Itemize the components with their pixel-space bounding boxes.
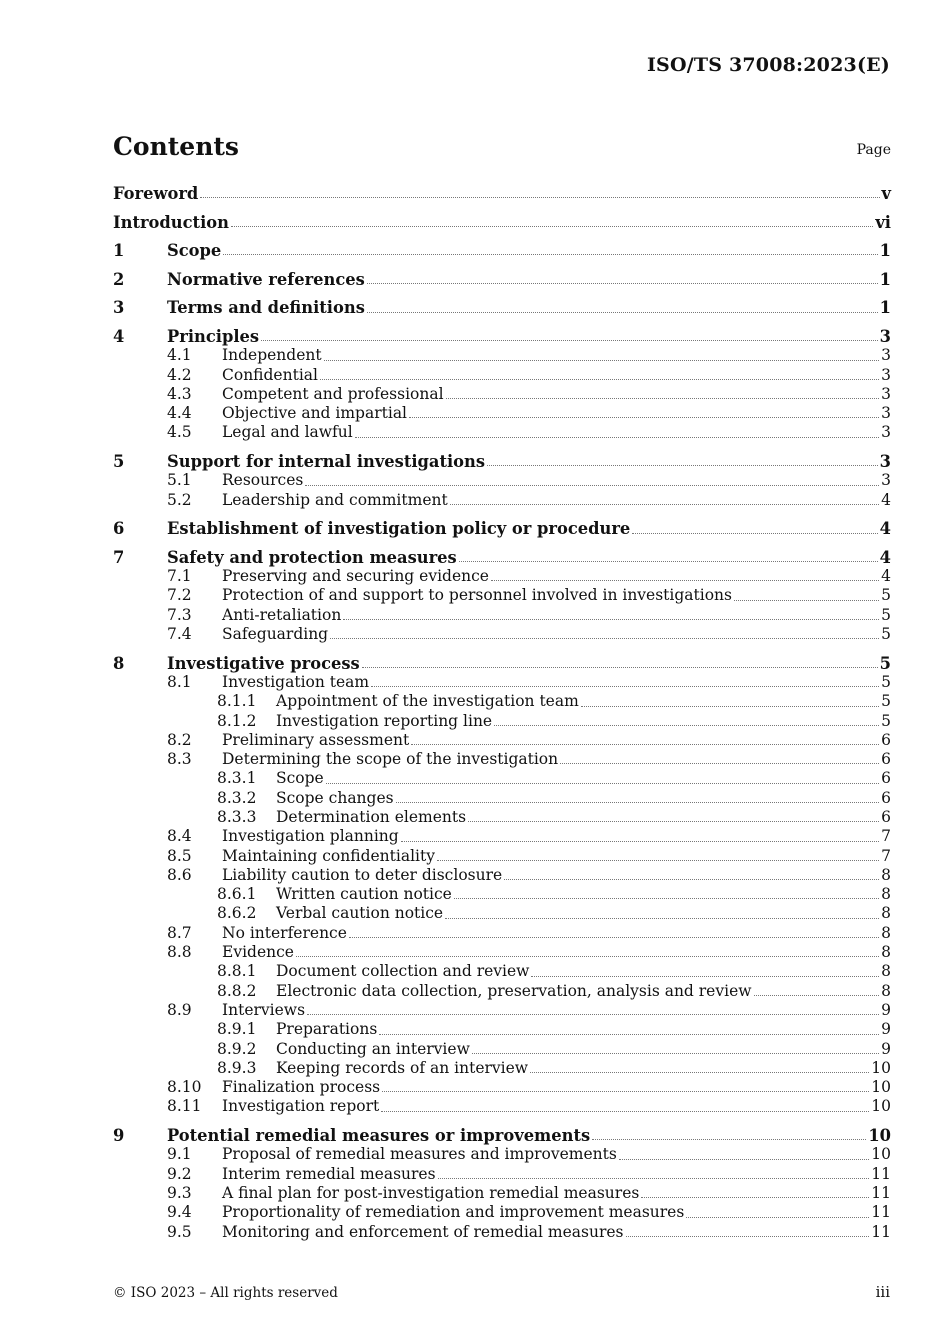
toc-entry[interactable] [113, 943, 891, 962]
toc-entry[interactable] [113, 827, 891, 846]
toc-entry[interactable] [113, 213, 891, 232]
toc-entry-title: Interim remedial measures [222, 1164, 436, 1183]
toc-entry-number: 4.5 [167, 423, 192, 442]
toc-entry[interactable] [113, 366, 891, 385]
toc-entry[interactable] [113, 241, 891, 260]
toc-entry-title: Support for internal investigations [167, 452, 486, 472]
toc-entry-page: 11 [871, 1222, 891, 1241]
toc-entry-title: Resources [222, 471, 304, 490]
toc-entry-title: Independent [222, 346, 322, 365]
page-number: iii [875, 1283, 890, 1301]
toc-leader-dots [223, 254, 877, 255]
toc-entry-page: 3 [881, 365, 891, 384]
toc-entry-number: 8.6.1 [217, 885, 257, 904]
toc-entry-number: 8.9 [167, 1000, 192, 1019]
toc-entry[interactable] [113, 519, 891, 538]
toc-entry-title: Protection of and support to personnel involved in investigations [222, 586, 732, 605]
toc-entry-page: 3 [881, 471, 891, 490]
toc-entry-number: 9.1 [167, 1145, 192, 1164]
toc-entry-page: 6 [881, 730, 891, 749]
document-id: ISO/TS 37008:2023(E) [646, 54, 890, 76]
toc-entry[interactable] [113, 625, 891, 644]
toc-entry[interactable] [113, 1078, 891, 1097]
toc-leader-dots [396, 802, 880, 803]
toc-entry-title: Interviews [222, 1000, 306, 1019]
toc-entry-number: 9.3 [167, 1183, 192, 1202]
toc-entry-page: v [881, 184, 891, 203]
toc-entry[interactable] [113, 385, 891, 404]
toc-entry[interactable] [113, 346, 891, 365]
toc-entry-number: 6 [113, 519, 125, 539]
toc-entry-title: Foreword [113, 184, 199, 203]
toc-entry-page: 11 [871, 1183, 891, 1202]
toc-entry-page: 5 [879, 653, 891, 673]
toc-leader-dots [504, 879, 879, 880]
toc-entry-page: 8 [881, 904, 891, 923]
toc-entry-number: 4.3 [167, 384, 192, 403]
toc-entry-page: 8 [881, 923, 891, 942]
toc-entry-page: 7 [881, 827, 891, 846]
toc-entry[interactable] [113, 423, 891, 442]
toc-entry[interactable] [113, 692, 891, 711]
toc-leader-dots [619, 1159, 869, 1160]
toc-entry[interactable] [113, 654, 891, 673]
toc-entry-title: Principles [167, 326, 260, 346]
toc-entry-title: Safeguarding [222, 625, 329, 644]
toc-entry-number: 9.2 [167, 1164, 192, 1183]
toc-entry-number: 8.1.1 [217, 692, 257, 711]
toc-entry-title: Potential remedial measures or improvements [167, 1126, 591, 1146]
toc-leader-dots [305, 485, 879, 486]
toc-entry-number: 8.5 [167, 846, 192, 865]
toc-leader-dots [445, 918, 879, 919]
toc-entry[interactable] [113, 769, 891, 788]
toc-entry-page: 1 [879, 241, 891, 261]
toc-entry-title: Determination elements [276, 807, 467, 826]
toc-entry-number: 7.2 [167, 586, 192, 605]
toc-entry-title: Objective and impartial [222, 404, 408, 423]
toc-leader-dots [491, 580, 879, 581]
toc-entry-page: 3 [881, 404, 891, 423]
toc-entry-number: 8.8.2 [217, 981, 257, 1000]
toc-entry-number: 7.3 [167, 605, 192, 624]
toc-entry-page: 10 [871, 1145, 891, 1164]
toc-entry-page: 8 [881, 885, 891, 904]
toc-entry[interactable] [113, 731, 891, 750]
copyright-notice: © ISO 2023 – All rights reserved [113, 1285, 338, 1301]
toc-entry[interactable] [113, 1223, 891, 1242]
toc-entry-title: No interference [222, 923, 347, 942]
toc-entry[interactable] [113, 491, 891, 510]
toc-entry-title: Normative references [167, 269, 365, 289]
toc-entry-page: 6 [881, 750, 891, 769]
toc-entry[interactable] [113, 606, 891, 625]
toc-entry-number: 9 [113, 1126, 125, 1146]
toc-entry-title: Scope [167, 241, 222, 261]
toc-entry[interactable] [113, 904, 891, 923]
toc-entry-title: Terms and definitions [167, 298, 365, 318]
toc-leader-dots [450, 504, 879, 505]
toc-entry-title: Preserving and securing evidence [222, 567, 489, 586]
toc-entry-page: 4 [879, 519, 891, 539]
toc-leader-dots [438, 1178, 870, 1179]
toc-leader-dots [560, 763, 879, 764]
toc-entry-number: 8.8.1 [217, 962, 257, 981]
toc-leader-dots [379, 1034, 879, 1035]
toc-entry-number: 4.2 [167, 365, 192, 384]
toc-entry-number: 8.6 [167, 865, 192, 884]
toc-leader-dots [307, 1014, 879, 1015]
toc-entry[interactable] [113, 866, 891, 885]
toc-entry-number: 8.8 [167, 943, 192, 962]
toc-entry-number: 4 [113, 326, 125, 346]
toc-leader-dots [459, 561, 878, 562]
toc-leader-dots [324, 360, 880, 361]
toc-entry-title: Investigative process [167, 653, 360, 673]
toc-leader-dots [326, 783, 879, 784]
toc-entry-number: 8.10 [167, 1078, 202, 1097]
toc-entry[interactable] [113, 548, 891, 567]
toc-entry-number: 8.3.2 [217, 788, 257, 807]
toc-leader-dots [296, 956, 879, 957]
toc-entry[interactable] [113, 1001, 891, 1020]
toc-entry-number: 9.4 [167, 1203, 192, 1222]
toc-entry-number: 5.1 [167, 471, 192, 490]
toc-leader-dots [200, 197, 879, 198]
toc-entry-number: 8.11 [167, 1097, 202, 1116]
toc-entry-title: Monitoring and enforcement of remedial measures [222, 1222, 624, 1241]
toc-leader-dots [371, 686, 879, 687]
toc-leader-dots [592, 1139, 866, 1140]
toc-entry-page: 3 [879, 326, 891, 346]
toc-leader-dots [581, 706, 879, 707]
toc-leader-dots [261, 340, 878, 341]
toc-leader-dots [231, 226, 873, 227]
toc-leader-dots [468, 821, 879, 822]
toc-entry-number: 8.3 [167, 750, 192, 769]
toc-entry-number: 8.3.3 [217, 807, 257, 826]
toc-entry-number: 8.2 [167, 730, 192, 749]
toc-leader-dots [381, 1111, 869, 1112]
toc-entry[interactable] [113, 924, 891, 943]
toc-entry[interactable] [113, 452, 891, 471]
toc-entry[interactable] [113, 885, 891, 904]
toc-entry-title: Electronic data collection, preservation, analysis and review [276, 981, 752, 1000]
page-column-label: Page [856, 142, 891, 158]
toc-entry-page: 5 [881, 672, 891, 691]
toc-entry-number: 1 [113, 241, 125, 261]
toc-entry-number: 2 [113, 269, 125, 289]
toc-entry-page: 3 [881, 423, 891, 442]
toc-leader-dots [437, 860, 879, 861]
toc-entry[interactable] [113, 1126, 891, 1145]
toc-entry-title: Leadership and commitment [222, 490, 448, 509]
toc-leader-dots [686, 1217, 869, 1218]
toc-entry-page: 6 [881, 769, 891, 788]
toc-entry-page: 5 [881, 586, 891, 605]
toc-entry-title: Maintaining confidentiality [222, 846, 435, 865]
toc-entry-number: 9.5 [167, 1222, 192, 1241]
toc-entry[interactable] [113, 270, 891, 289]
toc-entry-title: Preliminary assessment [222, 730, 410, 749]
toc-entry-number: 8.6.2 [217, 904, 257, 923]
toc-leader-dots [343, 619, 879, 620]
toc-leader-dots [626, 1236, 870, 1237]
toc-entry[interactable] [113, 298, 891, 317]
toc-entry-number: 3 [113, 298, 125, 318]
toc-leader-dots [367, 312, 878, 313]
toc-entry-title: Scope changes [276, 788, 394, 807]
toc-leader-dots [330, 638, 879, 639]
toc-entry[interactable] [113, 847, 891, 866]
toc-entry-title: Investigation team [222, 672, 370, 691]
toc-leader-dots [494, 725, 879, 726]
toc-entry-title: Verbal caution notice [276, 904, 444, 923]
toc-entry-title: Preparations [276, 1020, 378, 1039]
toc-entry-number: 8.9.3 [217, 1058, 257, 1077]
toc-entry-title: Proposal of remedial measures and improvements [222, 1145, 617, 1164]
toc-leader-dots [734, 600, 879, 601]
toc-entry-number: 7.4 [167, 625, 192, 644]
toc-entry-title: Appointment of the investigation team [276, 692, 579, 711]
toc-entry-number: 4.4 [167, 404, 192, 423]
toc-leader-dots [632, 533, 877, 534]
toc-entry-title: Liability caution to deter disclosure [222, 865, 503, 884]
toc-entry-number: 7 [113, 547, 125, 567]
toc-entry-number: 5.2 [167, 490, 192, 509]
toc-entry-number: 8.1.2 [217, 711, 257, 730]
toc-entry-page: 4 [881, 490, 891, 509]
toc-entry-page: 6 [881, 807, 891, 826]
toc-entry-page: 5 [881, 605, 891, 624]
toc-leader-dots [754, 995, 880, 996]
toc-leader-dots [349, 937, 879, 938]
toc-entry-page: 10 [871, 1058, 891, 1077]
toc-entry[interactable] [113, 1184, 891, 1203]
toc-entry-title: Conducting an interview [276, 1039, 470, 1058]
toc-leader-dots [320, 379, 879, 380]
toc-entry-title: Investigation reporting line [276, 711, 493, 730]
toc-entry-page: 10 [871, 1078, 891, 1097]
toc-entry-title: Proportionality of remediation and improvement measures [222, 1203, 685, 1222]
toc-entry-page: 8 [881, 962, 891, 981]
toc-entry-title: Introduction [113, 212, 229, 232]
toc-entry-title: Evidence [222, 943, 294, 962]
toc-entry[interactable] [113, 1040, 891, 1059]
toc-entry-number: 8.4 [167, 827, 192, 846]
toc-entry-title: Legal and lawful [222, 423, 353, 442]
toc-leader-dots [487, 465, 878, 466]
toc-entry[interactable] [113, 1165, 891, 1184]
toc-entry-number: 8.7 [167, 923, 192, 942]
toc-entry[interactable] [113, 586, 891, 605]
toc-entry-page: 3 [881, 346, 891, 365]
toc-entry-title: Anti-retaliation [222, 605, 342, 624]
toc-entry-number: 8 [113, 653, 125, 673]
toc-leader-dots [382, 1091, 869, 1092]
toc-leader-dots [446, 398, 880, 399]
toc-entry-title: Confidential [222, 365, 318, 384]
toc-leader-dots [530, 1072, 869, 1073]
toc-entry[interactable] [113, 1020, 891, 1039]
toc-entry-number: 8.9.1 [217, 1020, 257, 1039]
toc-entry-page: 1 [879, 269, 891, 289]
toc-entry[interactable] [113, 404, 891, 423]
toc-leader-dots [401, 841, 879, 842]
toc-entry[interactable] [113, 327, 891, 346]
toc-entry[interactable] [113, 962, 891, 981]
toc-entry-number: 4.1 [167, 346, 192, 365]
toc-entry-title: Keeping records of an interview [276, 1058, 529, 1077]
toc-entry-title: Competent and professional [222, 384, 444, 403]
table-of-contents [113, 184, 891, 1242]
toc-entry-page: vi [875, 212, 891, 232]
toc-entry-page: 8 [881, 865, 891, 884]
toc-entry-number: 8.3.1 [217, 769, 257, 788]
toc-entry-title: Document collection and review [276, 962, 530, 981]
toc-leader-dots [641, 1197, 869, 1198]
toc-entry-page: 1 [879, 298, 891, 318]
toc-entry-page: 9 [881, 1039, 891, 1058]
toc-entry-number: 5 [113, 452, 125, 472]
toc-entry-page: 7 [881, 846, 891, 865]
toc-entry-title: Written caution notice [276, 885, 452, 904]
toc-leader-dots [355, 437, 879, 438]
toc-entry-page: 10 [868, 1126, 891, 1146]
toc-entry-title: Investigation report [222, 1097, 380, 1116]
toc-entry[interactable] [113, 808, 891, 827]
toc-entry[interactable] [113, 789, 891, 808]
toc-entry-title: Scope [276, 769, 324, 788]
toc-leader-dots [454, 898, 879, 899]
toc-entry-page: 11 [871, 1203, 891, 1222]
toc-entry[interactable] [113, 1097, 891, 1116]
toc-leader-dots [362, 667, 878, 668]
toc-entry-page: 10 [871, 1097, 891, 1116]
toc-entry[interactable] [113, 750, 891, 769]
toc-entry-page: 3 [881, 384, 891, 403]
toc-entry[interactable] [113, 567, 891, 586]
toc-entry-page: 9 [881, 1000, 891, 1019]
toc-entry-number: 8.1 [167, 672, 192, 691]
toc-entry-number: 7.1 [167, 567, 192, 586]
toc-leader-dots [472, 1053, 879, 1054]
contents-heading: Contents [113, 132, 240, 161]
toc-entry-page: 5 [881, 625, 891, 644]
toc-entry-page: 3 [879, 452, 891, 472]
toc-entry-title: Finalization process [222, 1078, 381, 1097]
toc-entry-number: 8.9.2 [217, 1039, 257, 1058]
toc-entry-page: 6 [881, 788, 891, 807]
toc-entry-title: A final plan for post-investigation remedial measures [222, 1183, 640, 1202]
toc-entry[interactable] [113, 1145, 891, 1164]
toc-leader-dots [367, 283, 878, 284]
toc-entry[interactable] [113, 982, 891, 1001]
toc-entry-page: 8 [881, 943, 891, 962]
toc-leader-dots [409, 417, 879, 418]
toc-entry-page: 5 [881, 692, 891, 711]
toc-entry[interactable] [113, 184, 891, 203]
toc-entry-page: 5 [881, 711, 891, 730]
toc-entry[interactable] [113, 712, 891, 731]
toc-entry-page: 4 [881, 567, 891, 586]
toc-entry[interactable] [113, 1203, 891, 1222]
toc-entry-page: 9 [881, 1020, 891, 1039]
toc-entry-title: Safety and protection measures [167, 547, 457, 567]
toc-entry-title: Investigation planning [222, 827, 399, 846]
toc-entry[interactable] [113, 1059, 891, 1078]
toc-leader-dots [411, 744, 879, 745]
toc-entry-title: Determining the scope of the investigation [222, 750, 559, 769]
toc-entry[interactable] [113, 673, 891, 692]
toc-entry-page: 11 [871, 1164, 891, 1183]
toc-leader-dots [531, 976, 879, 977]
toc-entry-page: 4 [879, 547, 891, 567]
toc-entry-page: 8 [881, 981, 891, 1000]
toc-entry[interactable] [113, 471, 891, 490]
toc-entry-title: Establishment of investigation policy or procedure [167, 519, 631, 539]
